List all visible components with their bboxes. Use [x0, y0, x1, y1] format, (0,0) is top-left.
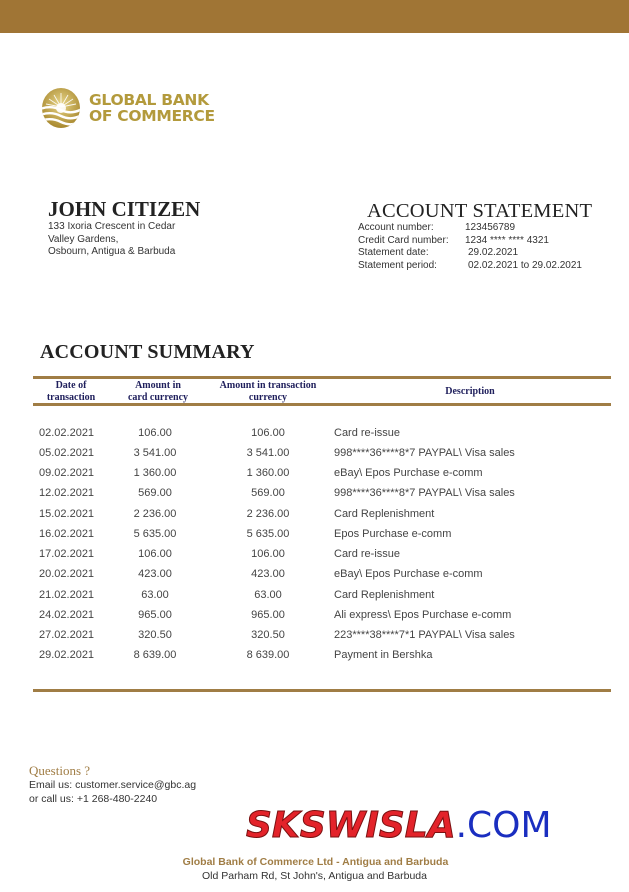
table-row	[0, 589, 629, 609]
watermark	[246, 806, 552, 846]
address-line: Valley Gardens,	[48, 233, 119, 245]
cell-trx-amount: 106.00	[251, 427, 285, 439]
customer-block	[48, 198, 200, 259]
cell-card-amount: 965.00	[138, 609, 172, 621]
cell-description: Epos Purchase e-comm	[334, 528, 452, 540]
sun-wave-logo-icon	[40, 87, 82, 129]
cell-date: 27.02.2021	[39, 629, 95, 641]
footer-company: Global Bank of Commerce Ltd - Antigua and Barbuda	[182, 856, 449, 868]
cell-card-amount: 8 639.00	[133, 649, 177, 661]
table-row	[0, 568, 629, 588]
cell-trx-amount: 1 360.00	[246, 467, 290, 479]
cell-description: eBay\ Epos Purchase e-comm	[334, 467, 483, 479]
cell-description: Card Replenishment	[334, 589, 435, 601]
column-header-description: Description	[445, 386, 495, 397]
cell-card-amount: 63.00	[141, 589, 169, 601]
questions-heading: Questions ?	[29, 763, 91, 778]
cell-trx-amount: 8 639.00	[246, 649, 290, 661]
statement-info	[358, 200, 592, 272]
watermark-red-text: SKSWISLA	[246, 805, 456, 846]
table-bottom-rule	[33, 689, 611, 692]
cell-description: Card re-issue	[334, 427, 401, 439]
footer-address: Old Parham Rd, St John's, Antigua and Barbuda	[202, 870, 427, 882]
statement-title: ACCOUNT STATEMENT	[367, 200, 593, 222]
cell-description: 223****38****7*1 PAYPAL\ Visa sales	[334, 629, 515, 641]
watermark-blue-text: .COM	[455, 805, 552, 846]
cell-card-amount: 3 541.00	[133, 447, 177, 459]
logo-line1: GLOBAL BANK	[89, 91, 209, 109]
cell-date: 09.02.2021	[39, 467, 95, 479]
logo-line2: OF COMMERCE	[89, 107, 215, 125]
footer	[0, 855, 629, 883]
cell-card-amount: 106.00	[138, 427, 172, 439]
statement-period: 02.02.2021 to 29.02.2021	[468, 259, 582, 271]
table-row	[0, 508, 629, 528]
table-top-rule	[33, 376, 611, 379]
cell-description: 998****36****8*7 PAYPAL\ Visa sales	[334, 447, 515, 459]
cell-trx-amount: 106.00	[251, 548, 285, 560]
cell-card-amount: 1 360.00	[133, 467, 177, 479]
cell-card-amount: 2 236.00	[133, 508, 177, 520]
cell-date: 16.02.2021	[39, 528, 95, 540]
cell-trx-amount: 320.50	[251, 629, 285, 641]
cell-trx-amount: 569.00	[251, 487, 285, 499]
cell-description: Ali express\ Epos Purchase e-comm	[334, 609, 512, 621]
email-line[interactable]: Email us: customer.service@gbc.ag	[29, 779, 197, 791]
table-row	[0, 467, 629, 487]
contact-block	[29, 763, 196, 806]
cell-date: 24.02.2021	[39, 609, 95, 621]
cell-date: 29.02.2021	[39, 649, 95, 661]
bank-logo	[40, 87, 215, 129]
cell-date: 12.02.2021	[39, 487, 95, 499]
cell-date: 20.02.2021	[39, 568, 95, 580]
table-row	[0, 427, 629, 447]
cell-card-amount: 5 635.00	[133, 528, 177, 540]
table-row	[0, 447, 629, 467]
statement-date-row	[358, 247, 592, 260]
cell-trx-amount: 965.00	[251, 609, 285, 621]
cell-date: 02.02.2021	[39, 427, 95, 439]
cell-date: 21.02.2021	[39, 589, 95, 601]
field-label: Account number:	[358, 222, 434, 233]
phone-line[interactable]: or call us: +1 268-480-2240	[29, 793, 158, 805]
account-number: 123456789	[465, 222, 516, 233]
address-line: 133 Ixoria Crescent in Cedar	[48, 221, 176, 232]
field-label: Statement period:	[358, 259, 437, 271]
cell-description: eBay\ Epos Purchase e-comm	[334, 568, 483, 580]
cell-trx-amount: 5 635.00	[246, 528, 290, 540]
table-row	[0, 629, 629, 649]
cell-trx-amount: 2 236.00	[246, 508, 290, 520]
cell-card-amount: 106.00	[138, 548, 172, 560]
table-row	[0, 487, 629, 507]
cell-date: 05.02.2021	[39, 447, 95, 459]
summary-title: ACCOUNT SUMMARY	[40, 341, 255, 363]
card-number-row	[358, 235, 592, 248]
account-number-row	[358, 222, 592, 235]
cell-description: Card re-issue	[334, 548, 401, 560]
header-bar	[0, 0, 629, 33]
statement-period-row	[358, 260, 592, 273]
cell-trx-amount: 423.00	[251, 568, 285, 580]
field-label: Statement date:	[358, 247, 429, 258]
cell-description: Card Replenishment	[334, 508, 435, 520]
table-row	[0, 528, 629, 548]
cell-card-amount: 423.00	[138, 568, 172, 580]
cell-card-amount: 320.50	[138, 629, 172, 641]
address-line: Osbourn, Antigua & Barbuda	[48, 246, 176, 257]
column-header-trx-amount: Amount in transaction currency	[219, 380, 317, 403]
cell-trx-amount: 3 541.00	[246, 447, 290, 459]
column-header-card-amount: Amount in card currency	[127, 380, 189, 403]
table-row	[0, 548, 629, 568]
cell-trx-amount: 63.00	[254, 589, 282, 601]
cell-date: 15.02.2021	[39, 508, 95, 520]
statement-date: 29.02.2021	[468, 247, 519, 258]
column-header-date: Date of transaction	[46, 380, 96, 403]
customer-name: JOHN CITIZEN	[48, 197, 201, 221]
cell-description: 998****36****8*7 PAYPAL\ Visa sales	[334, 487, 515, 499]
cell-date: 17.02.2021	[39, 548, 95, 560]
card-number: 1234 **** **** 4321	[465, 234, 549, 246]
table-row	[0, 609, 629, 629]
field-label: Credit Card number:	[358, 234, 449, 246]
table-row	[0, 649, 629, 669]
cell-card-amount: 569.00	[138, 487, 172, 499]
cell-description: Payment in Bershka	[334, 649, 433, 661]
